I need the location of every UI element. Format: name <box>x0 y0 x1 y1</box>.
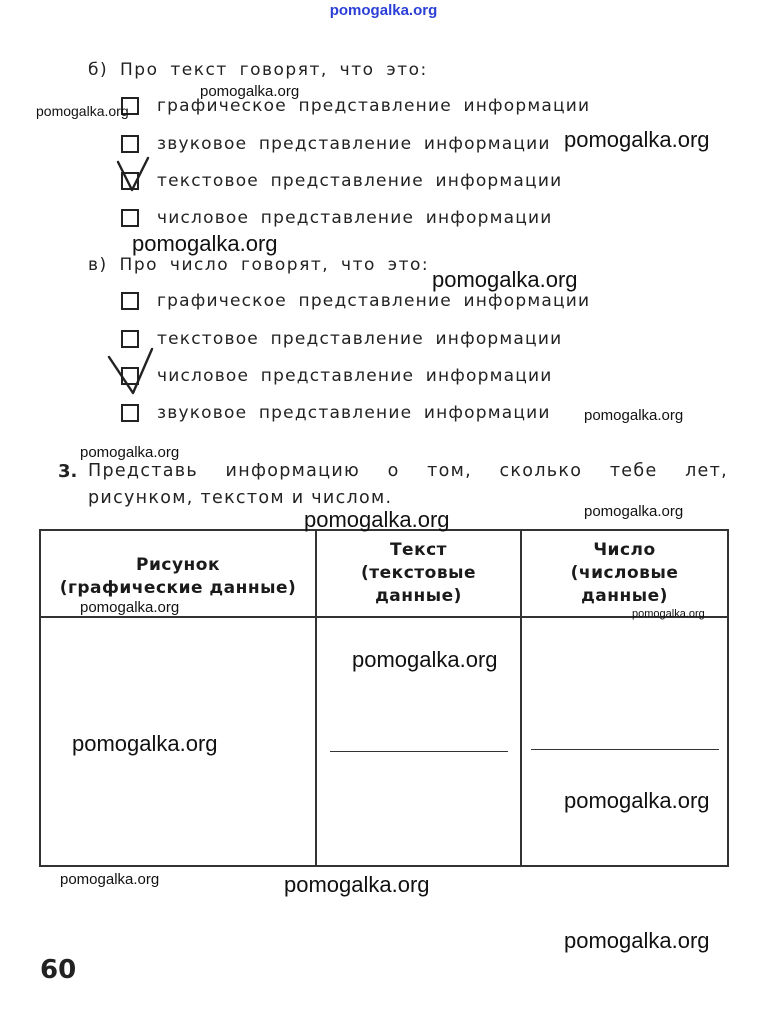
section-v-option-1[interactable] <box>121 290 590 312</box>
watermark: pomogalka.org <box>200 83 300 100</box>
task-word: информацию <box>225 461 361 481</box>
section-v-option-2[interactable] <box>121 328 562 350</box>
task-word: тебе <box>609 461 658 481</box>
section-b-option-3[interactable] <box>121 170 562 192</box>
header-line: данные) <box>581 586 668 606</box>
task-word: сколько <box>499 461 583 481</box>
task-text-line-2: рисунком, текстом и числом. <box>88 488 393 508</box>
task-word: о <box>387 461 400 481</box>
watermark: pomogalka.org <box>284 872 430 897</box>
header-line: Текст <box>389 540 448 560</box>
header-line: (числовые <box>570 563 679 583</box>
task-word: том, <box>427 461 472 481</box>
check-mark-icon <box>112 156 152 196</box>
section-v-option-3[interactable] <box>121 365 553 387</box>
watermark: pomogalka.org <box>36 103 129 119</box>
watermark: pomogalka.org <box>72 731 218 756</box>
watermark: pomogalka.org <box>584 407 684 424</box>
task-text-line-1 <box>88 461 728 481</box>
watermark: pomogalka.org <box>352 647 498 672</box>
header-line: (графические данные) <box>59 578 297 598</box>
section-v-title: в) Про число говорят, что это: <box>88 255 430 275</box>
header-line: (текстовые <box>361 563 476 583</box>
answer-table <box>39 529 729 867</box>
text-answer-line[interactable] <box>330 751 508 752</box>
watermark: pomogalka.org <box>564 788 710 813</box>
watermark: pomogalka.org <box>564 127 710 152</box>
option-label: графическое представление информации <box>157 96 591 116</box>
checkbox[interactable] <box>121 404 139 422</box>
header-divider <box>41 616 727 618</box>
checkbox[interactable] <box>121 209 139 227</box>
section-b-title: б) Про текст говорят, что это: <box>88 60 428 80</box>
watermark: pomogalka.org <box>132 231 278 256</box>
section-v-option-4[interactable] <box>121 402 551 424</box>
task-word: лет, <box>685 461 728 481</box>
checkbox[interactable] <box>121 292 139 310</box>
header-text <box>317 539 520 608</box>
task-word: Представь <box>88 461 199 481</box>
watermark: pomogalka.org <box>584 503 684 520</box>
watermark: pomogalka.org <box>564 928 710 953</box>
header-line: данные) <box>375 586 462 606</box>
option-label: числовое представление информации <box>157 208 553 228</box>
checkbox[interactable] <box>121 135 139 153</box>
section-b-option-4[interactable] <box>121 207 553 229</box>
header-line: Число <box>593 540 656 560</box>
option-label: текстовое представление информации <box>157 329 563 349</box>
header-number <box>522 539 727 608</box>
header-picture <box>41 554 315 600</box>
option-label: звуковое представление информации <box>157 403 551 423</box>
number-answer-line[interactable] <box>531 749 719 750</box>
watermark: pomogalka.org <box>80 599 180 616</box>
header-line: Рисунок <box>136 555 220 575</box>
task-number: 3. <box>58 461 78 482</box>
option-label: графическое представление информации <box>157 291 591 311</box>
header-watermark: pomogalka.org <box>329 2 438 19</box>
watermark: pomogalka.org <box>80 444 180 461</box>
section-b-option-2[interactable] <box>121 133 551 155</box>
watermark: pomogalka.org <box>432 267 578 292</box>
option-label: текстовое представление информации <box>157 171 563 191</box>
watermark: pomogalka.org <box>304 507 450 532</box>
check-mark-icon <box>106 345 156 397</box>
option-label: звуковое представление информации <box>157 134 551 154</box>
page-number: 60 <box>40 955 77 985</box>
option-label: числовое представление информации <box>157 366 553 386</box>
watermark: pomogalka.org <box>632 608 705 620</box>
watermark: pomogalka.org <box>60 871 160 888</box>
section-b-option-1[interactable] <box>121 95 590 117</box>
